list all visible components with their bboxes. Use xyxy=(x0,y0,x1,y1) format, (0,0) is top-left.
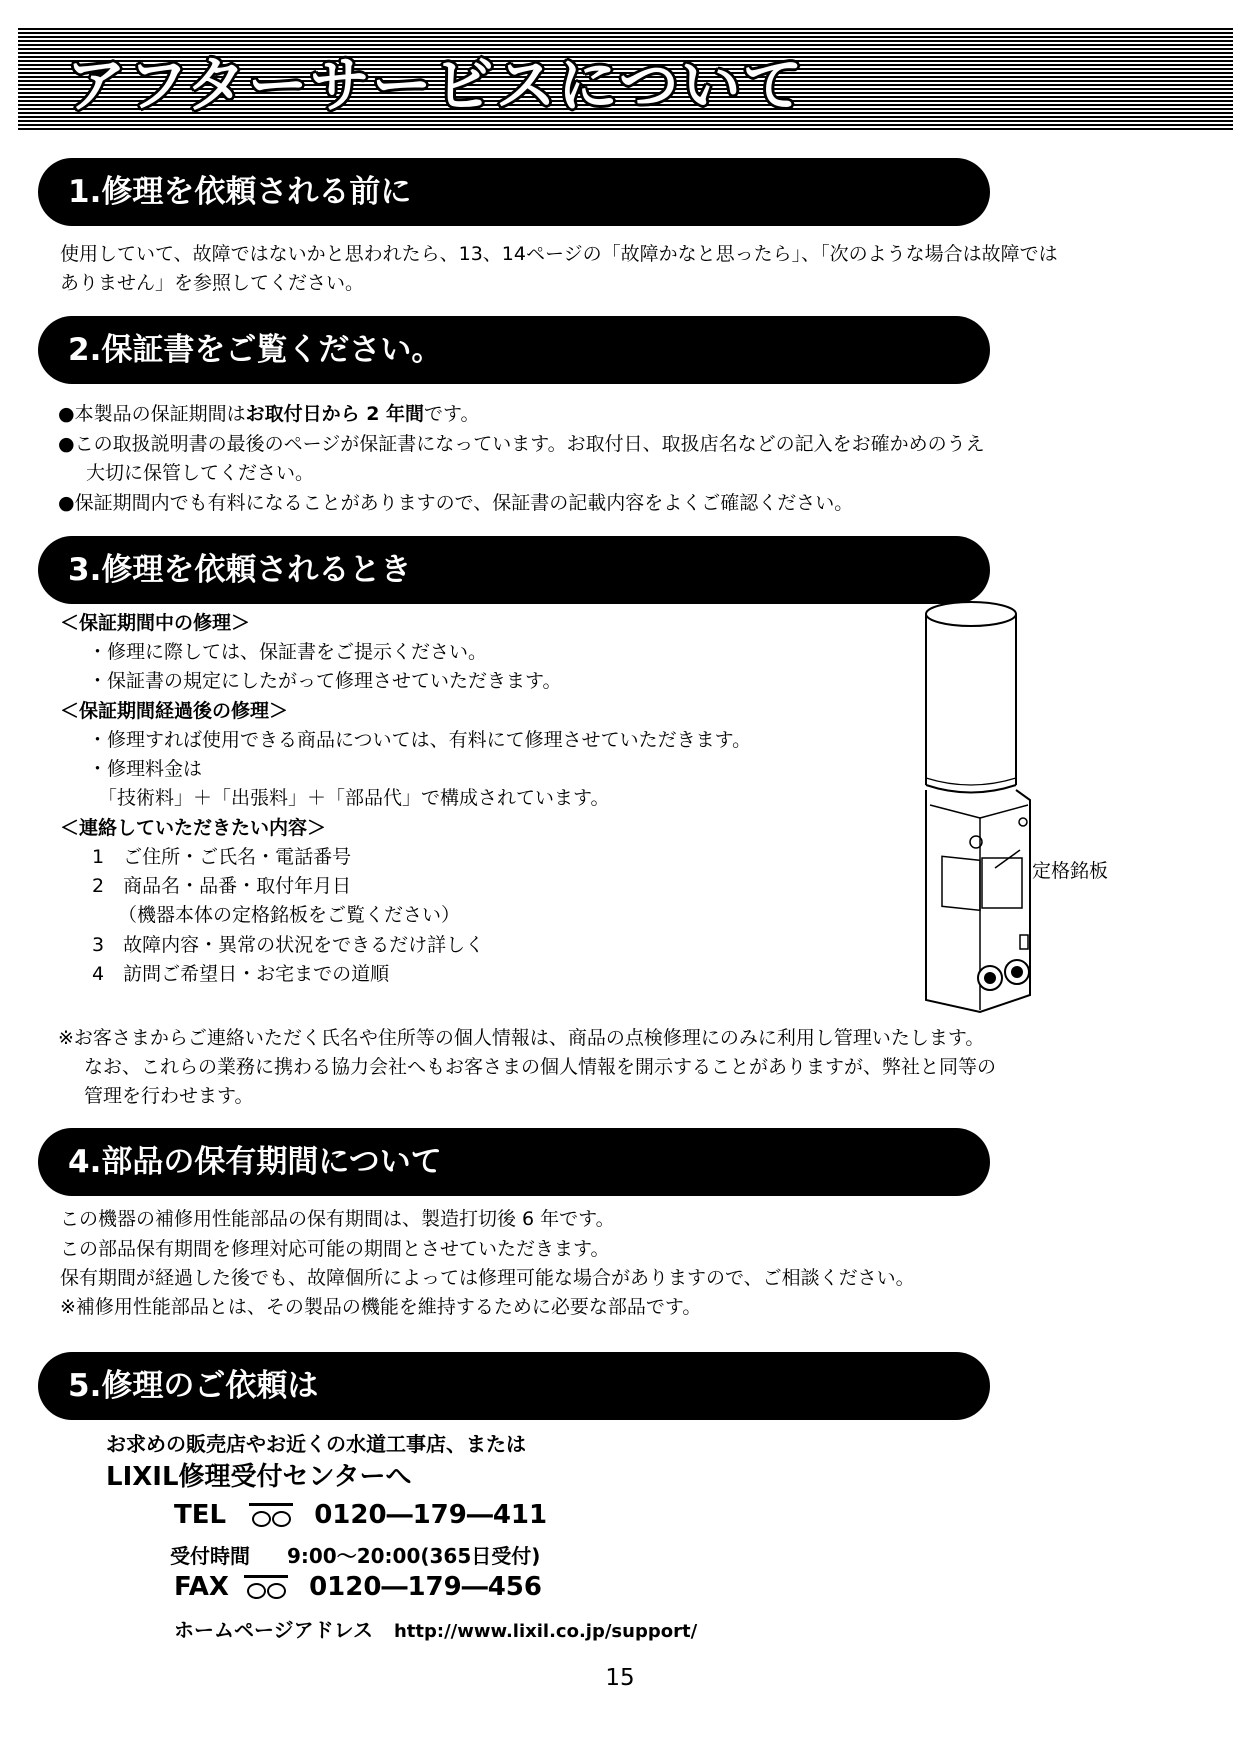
fax-label: FAX xyxy=(174,1572,229,1602)
parts-line-3: 保有期間が経過した後でも、故障個所によっては修理可能な場合がありますので、ご相談ください。 xyxy=(60,1267,915,1289)
repair-intro: お求めの販売店やお近くの水道工事店、または xyxy=(106,1432,526,1456)
contact-info-item-4: 4 訪問ご希望日・お宅までの道順 xyxy=(92,963,390,985)
warranty-bullet-1-pre: ●本製品の保証期間は xyxy=(58,403,246,425)
contact-info-item-3: 3 故障内容・異常の状況をできるだけ詳しく xyxy=(92,934,485,956)
parts-line-2: この部品保有期間を修理対応可能の期間とさせていただきます。 xyxy=(60,1238,610,1260)
tel-number[interactable]: 0120―179―411 xyxy=(314,1500,548,1530)
hours-label: 受付時間 xyxy=(170,1544,250,1568)
sub-heading-in-warranty: ＜保証期間中の修理＞ xyxy=(60,612,251,634)
warranty-bullet-2-cont: 大切に保管してください。 xyxy=(86,462,315,484)
section-1-line-2: ありません」を参照してください。 xyxy=(60,272,365,294)
privacy-note-1: ※お客さまからご連絡いただく氏名や住所等の個人情報は、商品の点検修理にのみに利用し管理いたします。 xyxy=(58,1027,985,1049)
section-1-line-1: 使用していて、故障ではないかと思われたら、13、14ページの「故障かなと思ったら」、「次のような場合は故障では xyxy=(60,243,1058,265)
after-warranty-item-3: 「技術料」＋「出張料」＋「部品代」で構成されています。 xyxy=(98,787,610,809)
sub-heading-contact-info: ＜連絡していただきたい内容＞ xyxy=(60,817,327,839)
hours-row xyxy=(170,1540,540,1569)
parts-line-4: ※補修用性能部品とは、その製品の機能を維持するために必要な部品です。 xyxy=(60,1296,702,1318)
fax-row xyxy=(174,1572,542,1602)
parts-line-1: この機器の補修用性能部品の保有期間は、製造打切後 6 年です。 xyxy=(60,1208,615,1230)
freedial-icon xyxy=(244,1575,288,1600)
sub-heading-after-warranty: ＜保証期間経過後の修理＞ xyxy=(60,700,289,722)
web-url[interactable]: http://www.lixil.co.jp/support/ xyxy=(393,1621,698,1642)
section-2-heading: 2.保証書をご覧ください。 xyxy=(38,316,990,384)
contact-info-item-1: 1 ご住所・ご氏名・電話番号 xyxy=(92,846,352,868)
page-title: アフターサービスについて xyxy=(66,51,805,121)
tel-row xyxy=(174,1500,547,1530)
page-title-banner xyxy=(18,28,1233,130)
section-3-heading: 3.修理を依頼されるとき xyxy=(38,536,990,604)
in-warranty-item-2: ・保証書の規定にしたがって修理させていただきます。 xyxy=(88,670,562,692)
rating-plate-label: 定格銘板 xyxy=(1032,860,1109,882)
warranty-bullet-2: ●この取扱説明書の最後のページが保証書になっています。お取付日、取扱店名などの記入をお確かめのうえ xyxy=(58,433,985,455)
warranty-bullet-1-post: です。 xyxy=(424,403,480,425)
hours-value: 9:00～20:00(365日受付) xyxy=(286,1544,541,1568)
in-warranty-item-1: ・修理に際しては、保証書をご提示ください。 xyxy=(88,641,488,663)
warranty-bullet-3: ●保証期間内でも有料になることがありますので、保証書の記載内容をよくご確認ください。 xyxy=(58,492,854,514)
section-5-heading: 5.修理のご依頼は xyxy=(38,1352,990,1420)
repair-center-name: LIXIL修理受付センターへ xyxy=(106,1462,412,1492)
fax-number: 0120―179―456 xyxy=(309,1572,542,1602)
privacy-note-3: 管理を行わせます。 xyxy=(84,1085,254,1107)
after-warranty-item-1: ・修理すれば使用できる商品については、有料にて修理させていただきます。 xyxy=(88,729,752,751)
freedial-icon xyxy=(249,1503,293,1528)
web-label: ホームページアドレス xyxy=(174,1618,373,1642)
privacy-note-2: なお、これらの業務に携わる協力会社へもお客さまの個人情報を開示することがありますが、弊社と同等の xyxy=(84,1056,997,1078)
section-4-heading: 4.部品の保有期間について xyxy=(38,1128,990,1196)
section-1-heading: 1.修理を依頼される前に xyxy=(38,158,990,226)
product-illustration xyxy=(920,600,1120,1015)
contact-info-item-2-note: （機器本体の定格銘板をご覧ください） xyxy=(118,904,461,926)
page-number: 15 xyxy=(605,1665,635,1691)
contact-info-item-2: 2 商品名・品番・取付年月日 xyxy=(92,875,352,897)
after-warranty-item-2: ・修理料金は xyxy=(88,758,203,780)
warranty-period: お取付日から 2 年間 xyxy=(245,403,425,425)
tel-label: TEL xyxy=(174,1500,227,1530)
warranty-bullet-1 xyxy=(58,400,480,429)
web-row xyxy=(174,1614,697,1643)
